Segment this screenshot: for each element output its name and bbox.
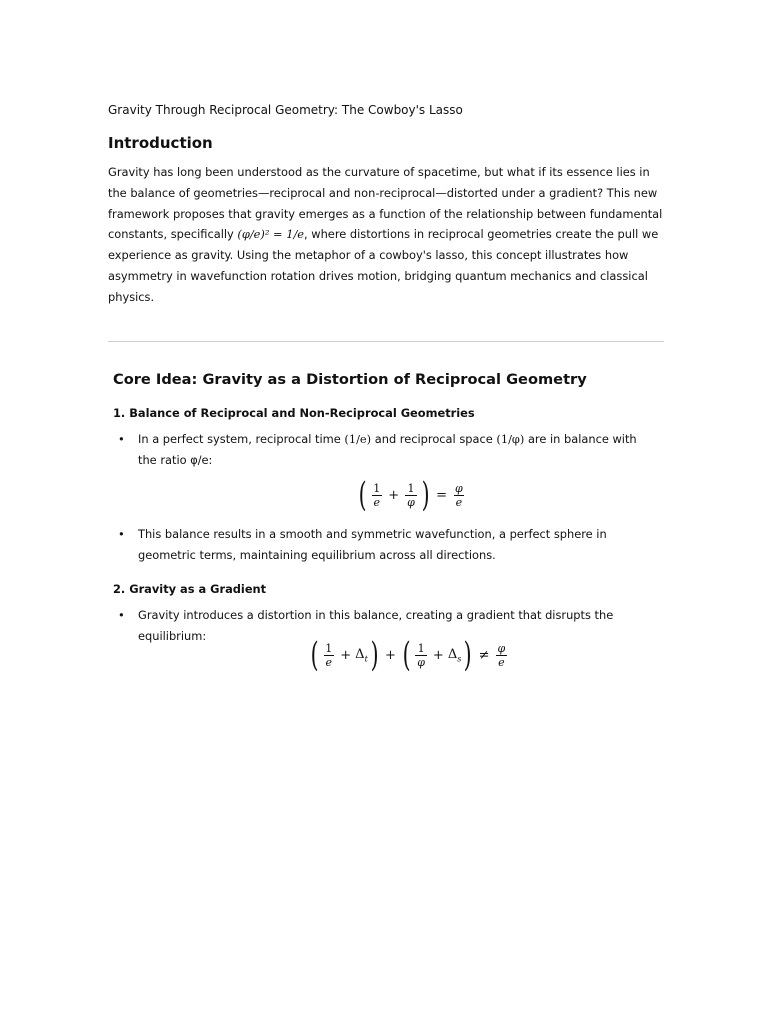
denominator: e — [325, 655, 333, 669]
bullet-text: This balance results in a smooth and symmetric wavefunction, a perfect sphere in geometric terms, maintaining equilibrium across all directions. — [138, 527, 607, 562]
denominator: e — [498, 655, 505, 669]
fraction-1-over-phi — [415, 642, 427, 669]
left-paren: ( — [310, 635, 319, 675]
not-equal-sign: ≠ — [478, 647, 490, 663]
fraction-1-over-e — [323, 642, 334, 669]
intro-text-2: , where distortions in reciprocal geometries create the pull we experience as gravity. Using the metaphor of a cowboy's lasso, this concept illustrates how asymmetry in wavefunction rotation drives motion, bridging quantum mechanics and classical physics. — [108, 227, 659, 304]
document-title: Gravity Through Reciprocal Geometry: The Cowboy's Lasso — [108, 103, 463, 117]
reciprocal-space-formula: (1/φ) — [496, 432, 525, 446]
denominator: e — [455, 495, 463, 509]
intro-heading: Introduction — [108, 134, 213, 152]
intro-text-1: Gravity has long been understood as the curvature of spacetime, but what if its essence lies in the balance of geometries—reciprocal and non-reciprocal—distorted under a gradient? This new framework proposes that gravity emerges as a function of the relationship between fundamental constants, specifically — [108, 165, 663, 242]
plus-sign: + — [432, 647, 444, 663]
bullet-text: Gravity introduces a distortion in this balance, creating a gradient that disrupts the equilibrium: — [138, 608, 614, 643]
fraction-1-over-phi — [405, 482, 417, 509]
plus-sign: + — [340, 647, 352, 663]
right-paren: ) — [370, 635, 379, 675]
gradient-equation — [308, 635, 509, 675]
right-paren: ) — [463, 635, 472, 675]
bullet-text — [118, 429, 658, 471]
fraction-1-over-e — [371, 482, 382, 509]
denominator: φ — [407, 495, 415, 509]
bullet-text-part: and reciprocal space — [371, 432, 497, 446]
balance-equation — [356, 475, 467, 515]
plus-sign: + — [385, 647, 396, 663]
subscript-s: s — [457, 654, 462, 664]
denominator: φ — [417, 655, 425, 669]
intro-formula: (φ/e)² = 1/e — [237, 227, 305, 242]
left-paren: ( — [358, 475, 367, 515]
delta-s — [448, 647, 462, 664]
numerator: φ — [497, 641, 506, 655]
bullet-dot: • — [118, 608, 125, 622]
plus-sign: + — [388, 487, 400, 503]
bullet-symmetry — [118, 524, 658, 566]
fraction-phi-over-e — [453, 482, 465, 509]
bullet-dot: • — [118, 432, 125, 446]
section-2-heading: 2. Gravity as a Gradient — [113, 582, 267, 596]
numerator: 1 — [325, 641, 333, 655]
delta-symbol: Δ — [447, 646, 458, 662]
delta-symbol: Δ — [355, 646, 365, 662]
equals-sign: = — [436, 487, 448, 503]
fraction-phi-over-e — [496, 642, 508, 669]
bullet-text-part: are in balance with the ratio φ/e: — [138, 432, 637, 467]
section-1-heading: 1. Balance of Reciprocal and Non-Reciprocal Geometries — [113, 406, 475, 420]
bullet-balance — [118, 429, 658, 471]
left-paren: ( — [402, 635, 411, 675]
numerator: φ — [455, 481, 463, 495]
numerator: 1 — [407, 481, 415, 495]
reciprocal-time-formula: (1/e) — [344, 432, 372, 446]
numerator: 1 — [373, 481, 381, 495]
subscript-t: t — [364, 654, 368, 664]
intro-paragraph — [108, 162, 668, 308]
delta-t — [355, 647, 368, 664]
core-idea-heading: Core Idea: Gravity as a Distortion of Reciprocal Geometry — [113, 371, 587, 388]
bullet-dot: • — [118, 527, 125, 541]
right-paren: ) — [421, 475, 430, 515]
section-divider — [108, 341, 664, 342]
bullet-text-part: In a perfect system, reciprocal time — [138, 432, 345, 446]
denominator: e — [373, 495, 381, 509]
numerator: 1 — [417, 641, 425, 655]
